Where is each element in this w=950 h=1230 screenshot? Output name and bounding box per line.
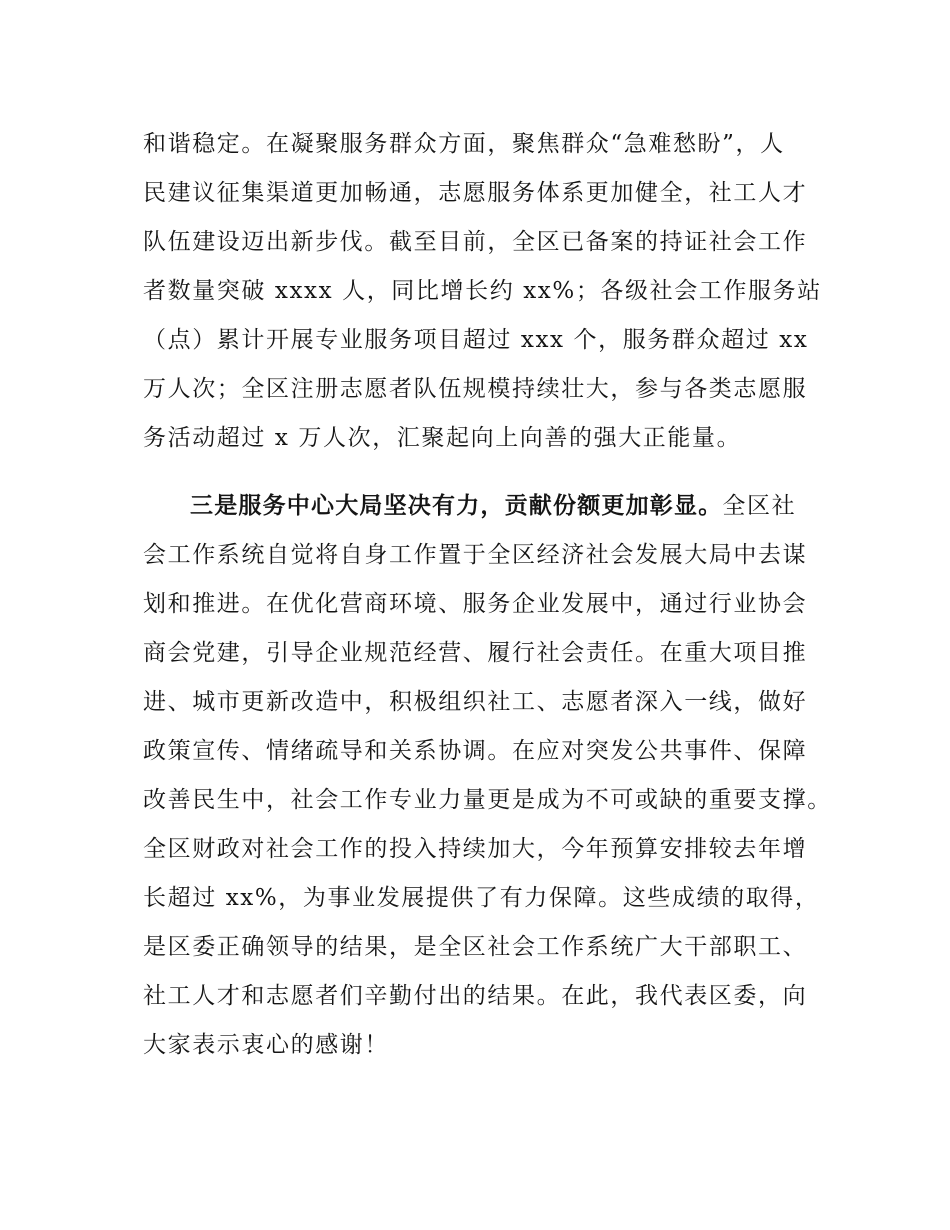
text-line: （点）累计开展专业服务项目超过 xxx 个，服务群众超过 xx (143, 327, 809, 353)
text-line: 改善民生中，社会工作专业力量更是成为不可或缺的重要支撑。 (143, 787, 832, 813)
text-line: 大家表示衷心的感谢！ (143, 1032, 389, 1058)
text-line: 民建议征集渠道更加畅通，志愿服务体系更加健全，社工人才 (143, 180, 808, 206)
text-line: 万人次；全区注册志愿者队伍规模持续壮大，参与各类志愿服 (143, 376, 808, 402)
text-line: 队伍建设迈出新步伐。截至目前，全区已备案的持证社会工作 (143, 229, 808, 255)
text-line: 政策宣传、情绪疏导和关系协调。在应对突发公共事件、保障 (143, 738, 808, 764)
text-line: 者数量突破 xxxx 人，同比增长约 xx%；各级社会工作服务站 (143, 278, 822, 304)
text-line: 社工人才和志愿者们辛勤付出的结果。在此，我代表区委，向 (143, 983, 808, 1009)
text-line: 长超过 xx%，为事业发展提供了有力保障。这些成绩的取得， (143, 885, 820, 911)
text-line: 和谐稳定。在凝聚服务群众方面，聚焦群众“急难愁盼”，人 (143, 131, 785, 157)
text-line: 务活动超过 x 万人次，汇聚起向上向善的强大正能量。 (143, 425, 742, 451)
text-line: 全区财政对社会工作的投入持续加大，今年预算安排较去年增 (143, 836, 808, 862)
heading-continuation: 全区社 (722, 493, 797, 519)
paragraph-heading: 三是服务中心大局坚决有力，贡献份额更加彰显。 (190, 493, 723, 519)
text-line: 是区委正确领导的结果，是全区社会工作系统广大干部职工、 (143, 934, 808, 960)
text-line: 进、城市更新改造中，积极组织社工、志愿者深入一线，做好 (143, 689, 808, 715)
text-line: 划和推进。在优化营商环境、服务企业发展中，通过行业协会 (143, 591, 808, 617)
text-line: 会工作系统自觉将自身工作置于全区经济社会发展大局中去谋 (143, 542, 808, 568)
text-line-first (190, 486, 880, 526)
text-line: 商会党建，引导企业规范经营、履行社会责任。在重大项目推 (143, 640, 808, 666)
